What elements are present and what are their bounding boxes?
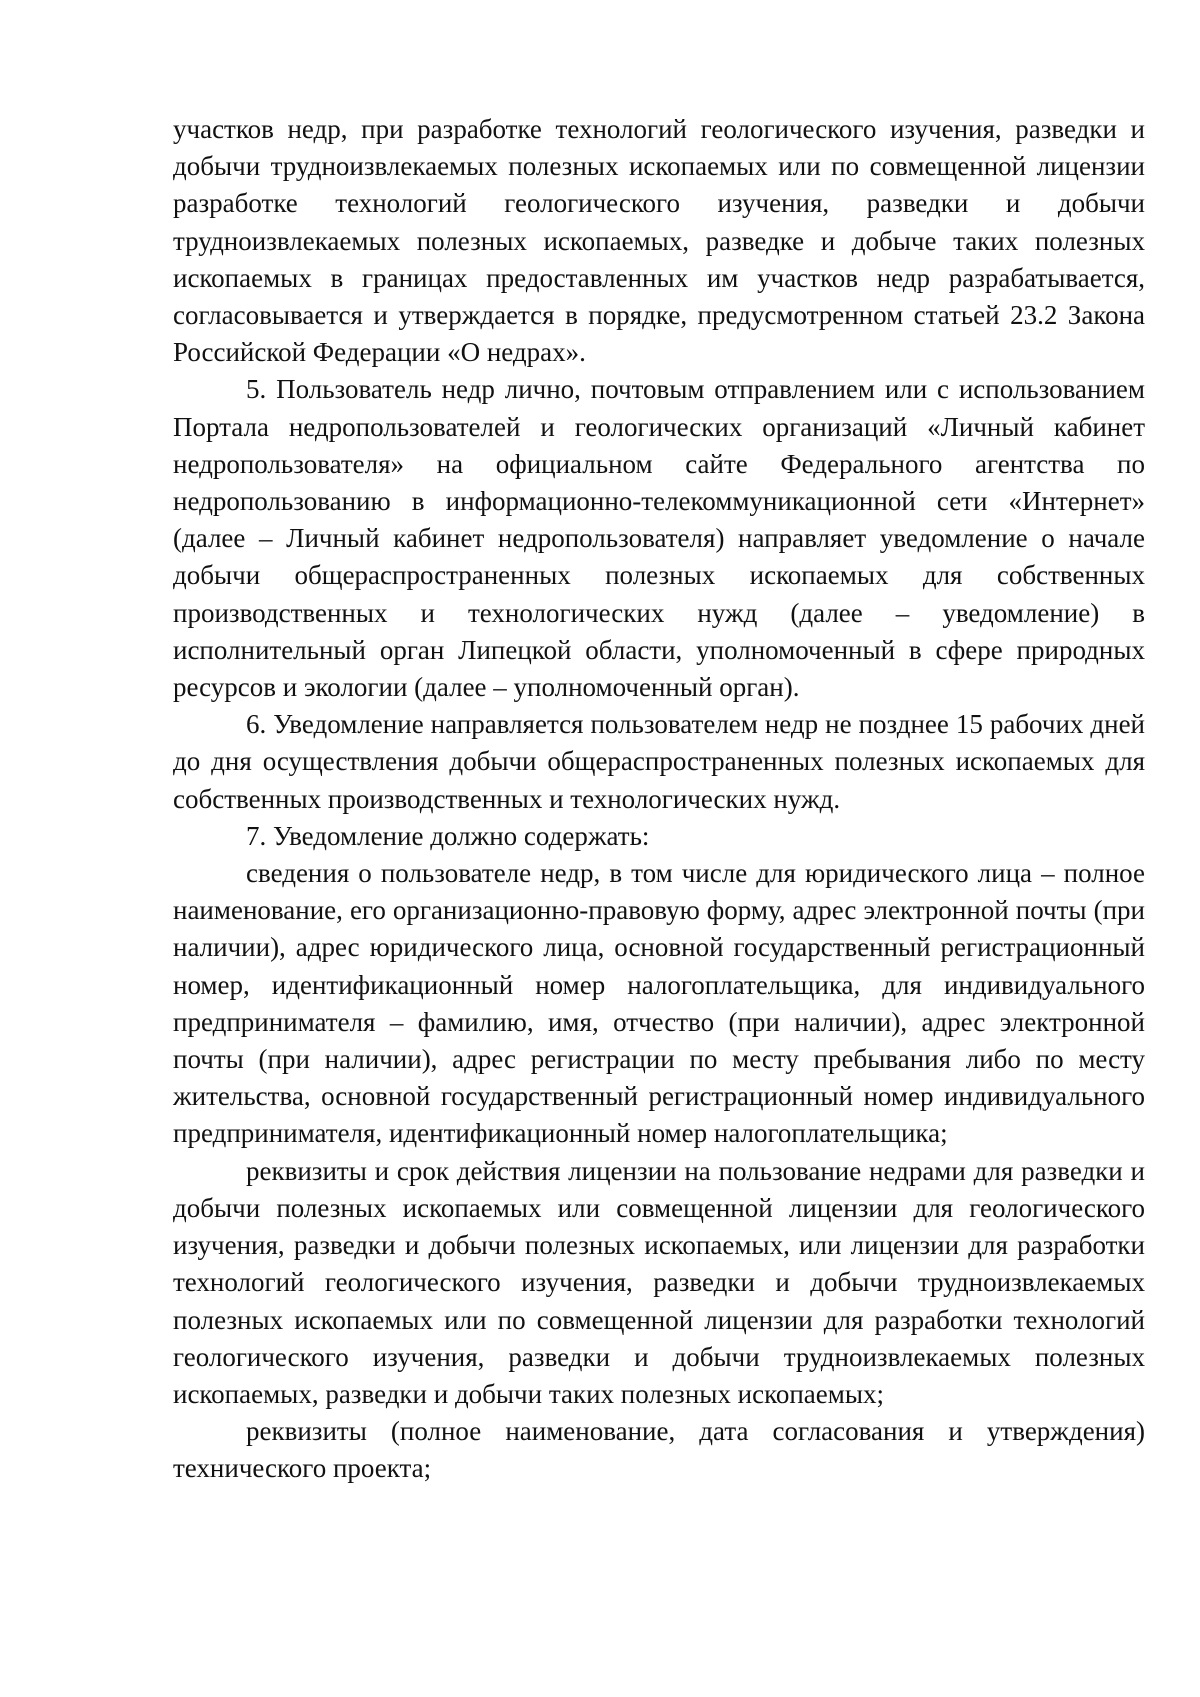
paragraph-project-details: реквизиты (полное наименование, дата согласования и утверждения) технического проекта; — [173, 1416, 1145, 1484]
document-page — [173, 111, 1145, 1488]
paragraph-item-6: 6. Уведомление направляется пользователем недр не позднее 15 рабочих дней до дня осуществления добычи общераспространенных полезных ископаемых для собственных производственных и технологических нужд. — [173, 709, 1145, 814]
paragraph-user-info: сведения о пользователе недр, в том числе для юридического лица – полное наименование, его организационно-правовую форму, адрес электронной почты (при наличии), адрес юридического лица, основной государственный регистрационный номер, идентификационный номер налогоплательщика, для индивидуального предпринимателя – фамилию, имя, отчество (при наличии), адрес электронной почты (при наличии), адрес регистрации по месту пребывания либо по месту жительства, основной государственный регистрационный номер индивидуального предпринимателя, идентификационный номер налогоплательщика; — [173, 858, 1145, 1149]
paragraph-continuation: участков недр, при разработке технологий геологического изучения, разведки и добычи трудноизвлекаемых полезных ископаемых или по совмещенной лицензии разработке технологий геологического изучения, разведки и добычи трудноизвлекаемых полезных ископаемых, разведке и добыче таких полезных ископаемых в границах предоставленных им участков недр разрабатывается, согласовывается и утверждается в порядке, предусмотренном статьей 23.2 Закона Российской Федерации «О недрах». — [173, 114, 1145, 368]
paragraph-license-details: реквизиты и срок действия лицензии на пользование недрами для разведки и добычи полезных ископаемых или совмещенной лицензии для геологического изучения, разведки и добычи полезных ископаемых, или лицензии для разработки технологий геологического изучения, разведки и добычи трудноизвлекаемых полезных ископаемых или по совмещенной лицензии для разработки технологий геологического изучения, разведки и добычи трудноизвлекаемых полезных ископаемых, разведки и добычи таких полезных ископаемых; — [173, 1155, 1145, 1409]
paragraph-item-7: 7. Уведомление должно содержать: — [246, 820, 650, 851]
paragraph-item-5: 5. Пользователь недр лично, почтовым отправлением или с использованием Портала недропользователей и геологических организаций «Личный кабинет недропользователя» на официальном сайте Федерального агентства по недропользованию в информационно-телекоммуникационной сети «Интернет» (далее – Личный кабинет недропользователя) направляет уведомление о начале добычи общераспространенных полезных ископаемых для собственных производственных и технологических нужд (далее – уведомление) в исполнительный орган Липецкой области, уполномоченный в сфере природных ресурсов и экологии (далее – уполномоченный орган). — [173, 374, 1145, 703]
